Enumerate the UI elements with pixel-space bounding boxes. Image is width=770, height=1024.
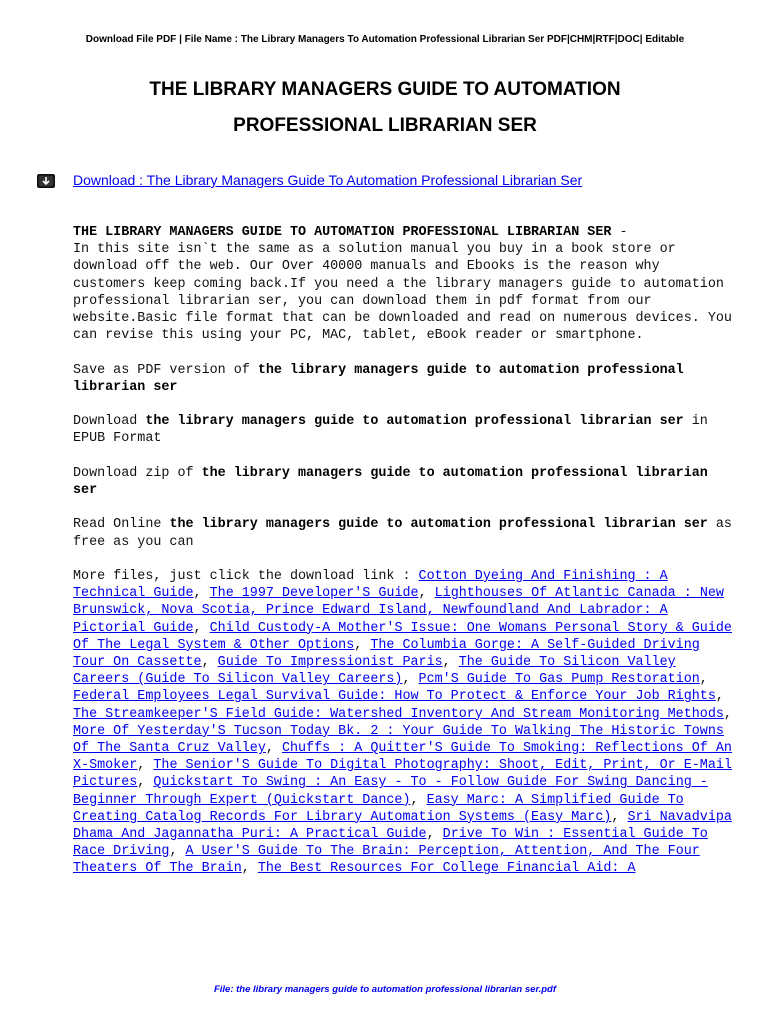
download-zip-paragraph <box>73 465 733 499</box>
link-separator: , <box>169 844 186 860</box>
related-file-link[interactable]: The Guide To Silicon Valley Careers (Guide To Silicon Valley Careers) <box>73 655 676 688</box>
related-file-link[interactable]: Pcm'S Guide To Gas Pump Restoration <box>418 672 700 688</box>
related-file-link[interactable]: Easy Marc: A Simplified Guide To Creating Catalog Records For Library Automation Systems (Easy Marc) <box>73 792 684 825</box>
save-pdf-bold: the library managers guide to automation professional librarian ser <box>73 362 684 395</box>
intro-text: In this site isn`t the same as a solution manual you buy in a book store or download off the web. Our Over 40000 manuals and Ebooks is the reason why customers keep coming back.If you need a the library managers guide to automation professional librarian ser, you can download them in pdf format from our website.Basic file format that can be downloaded and read on numerous devices. You can revise this using your PC, MAC, tablet, eBook reader or smartphone. <box>73 242 732 344</box>
related-file-link[interactable]: Cotton Dyeing And Finishing : A Technical Guide <box>73 568 668 602</box>
link-separator: , <box>201 655 218 670</box>
related-file-link[interactable]: The Best Resources For College Financial Aid: A <box>257 861 636 877</box>
related-file-link[interactable]: The Streamkeeper'S Field Guide: Watershed Inventory And Stream Monitoring Methods <box>73 706 724 722</box>
related-file-link[interactable]: Sri Navadvipa Dhama And Jagannatha Puri: A Practical Guide <box>73 809 732 843</box>
link-separator: , <box>402 672 419 688</box>
link-separator: , <box>723 706 732 722</box>
link-separator: , <box>193 586 210 602</box>
more-files-paragraph <box>73 568 733 878</box>
link-separator: , <box>715 689 724 705</box>
link-separator: , <box>193 620 210 636</box>
related-file-link[interactable]: Guide To Impressionist Paris <box>217 655 443 670</box>
download-link[interactable]: Download : The Library Managers Guide To Automation Professional Librarian Ser <box>73 172 583 188</box>
related-file-link[interactable]: The 1997 Developer'S Guide <box>209 586 419 602</box>
related-file-link[interactable]: Lighthouses Of Atlantic Canada : New Brunswick, Nova Scotia, Prince Edward Island, Newfoundland And Labrador: A Pictorial Guide <box>73 586 724 636</box>
link-separator: , <box>265 741 282 757</box>
page-header: Download File PDF | File Name : The Library Managers To Automation Professional Librarian Ser PDF|CHM|RTF|DOC| Editable <box>85 34 685 45</box>
related-file-link[interactable]: Chuffs : A Quitter'S Guide To Smoking: Reflections Of An X-Smoker <box>73 741 732 774</box>
more-files-intro: More files, just click the download link : <box>73 568 419 584</box>
link-separator: , <box>442 655 459 670</box>
save-pdf-prefix: Save as PDF version of <box>73 362 258 378</box>
read-online-bold: the library managers guide to automation professional librarian ser <box>169 517 708 533</box>
download-epub-paragraph <box>73 413 733 447</box>
intro-paragraph <box>73 224 733 344</box>
save-pdf-paragraph <box>73 362 733 396</box>
intro-dash: - <box>611 225 628 240</box>
related-file-link[interactable]: Child Custody-A Mother'S Issue: One Womans Personal Story & Guide Of The Legal System & Other Options <box>73 620 732 653</box>
read-online-paragraph <box>73 516 733 550</box>
download-epub-prefix: Download <box>73 414 146 430</box>
related-file-link[interactable]: The Columbia Gorge: A Self-Guided Driving Tour On Cassette <box>73 637 700 670</box>
title-line-1: THE LIBRARY MANAGERS GUIDE TO AUTOMATION <box>149 79 621 100</box>
page-footer: File: the library managers guide to automation professional librarian ser.pdf <box>213 984 557 995</box>
related-file-link[interactable]: Federal Employees Legal Survival Guide: How To Protect & Enforce Your Job Rights <box>73 689 716 705</box>
related-file-link[interactable]: Quickstart To Swing : An Easy - To - Follow Guide For Swing Dancing - Beginner Through Expert (Quickstart Dance) <box>73 775 708 808</box>
read-online-prefix: Read Online <box>73 517 170 533</box>
document-title <box>0 72 770 144</box>
download-zip-prefix: Download zip of <box>73 465 202 481</box>
link-separator: , <box>410 792 427 808</box>
related-file-link[interactable]: More Of Yesterday'S Tucson Today Bk. 2 : Your Guide To Walking The Historic Towns Of The Santa Cruz Valley <box>73 723 724 757</box>
title-line-2: PROFESSIONAL LIBRARIAN SER <box>233 115 537 136</box>
document-body <box>73 224 733 895</box>
link-separator: , <box>418 586 435 602</box>
related-file-link[interactable]: A User'S Guide To The Brain: Perception, Attention, And The Four Theaters Of The Brain <box>73 844 700 877</box>
link-separator: , <box>137 758 154 774</box>
link-separator: , <box>137 775 154 791</box>
related-file-link[interactable]: The Senior'S Guide To Digital Photography: Shoot, Edit, Print, Or E-Mail Pictures <box>73 758 732 791</box>
related-file-link[interactable]: Drive To Win : Essential Guide To Race Driving <box>73 827 708 860</box>
download-epub-bold: the library managers guide to automation professional librarian ser <box>145 414 684 430</box>
link-separator: , <box>611 809 628 825</box>
intro-bold-title: THE LIBRARY MANAGERS GUIDE TO AUTOMATION PROFESSIONAL LIBRARIAN SER <box>73 225 612 240</box>
link-separator: , <box>354 637 371 653</box>
link-separator: , <box>699 672 708 688</box>
link-separator: , <box>426 827 443 843</box>
download-epub-suffix: in EPUB Format <box>73 414 708 447</box>
download-zip-bold: the library managers guide to automation professional librarian ser <box>73 465 708 498</box>
read-online-suffix: as free as you can <box>73 517 732 550</box>
link-separator: , <box>241 861 258 877</box>
download-icon[interactable] <box>37 174 55 188</box>
